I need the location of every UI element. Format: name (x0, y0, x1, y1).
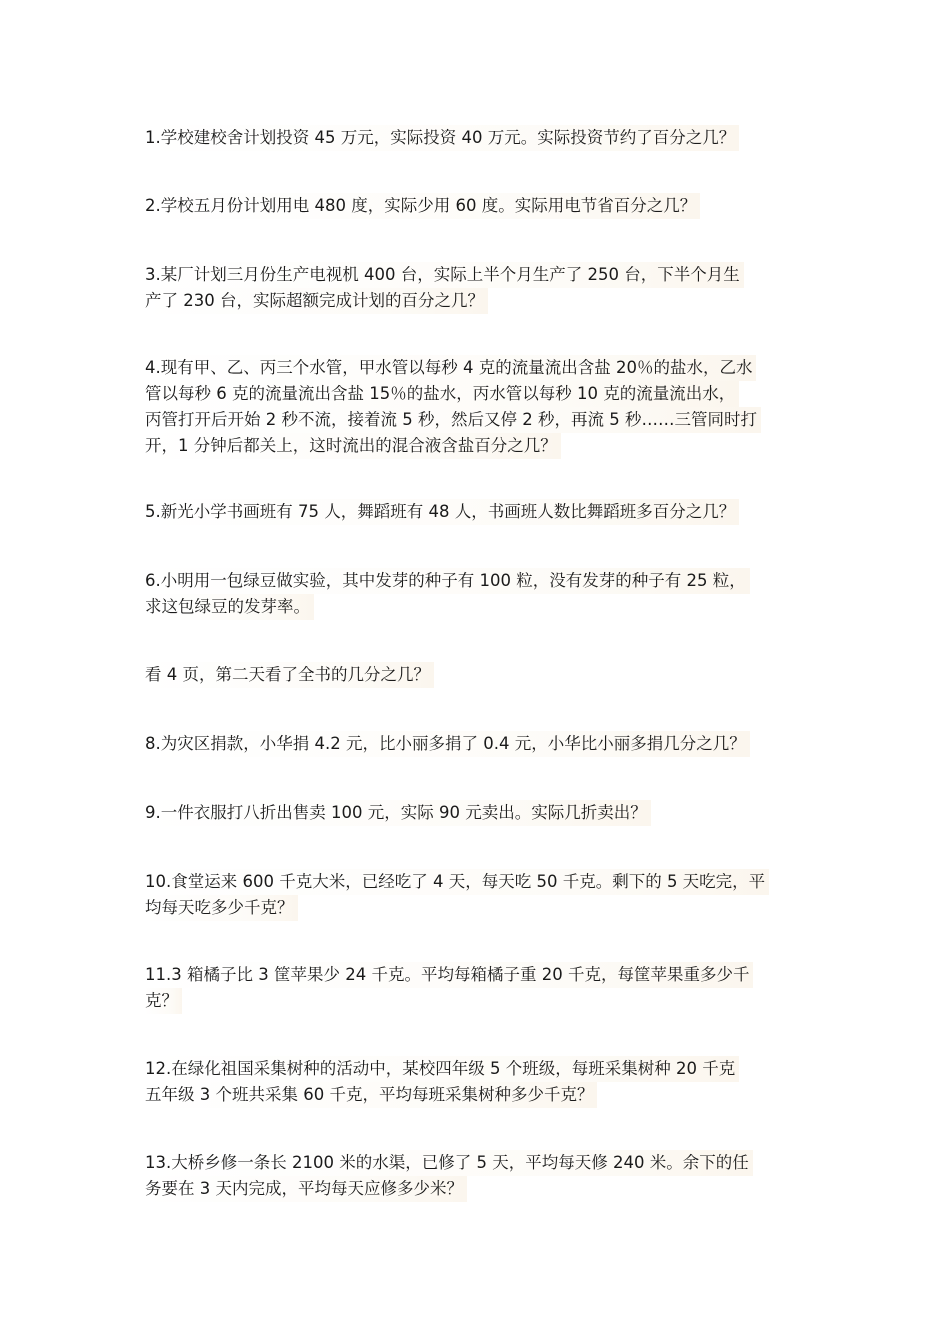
question-line: 13.大桥乡修一条长 2100 米的水渠，已修了 5 天，平均每天修 240 米。余下的任 (145, 1150, 753, 1176)
question-line: 11.3 箱橘子比 3 筐苹果少 24 千克。平均每箱橘子重 20 千克，每筐苹果重多少千 (145, 962, 753, 988)
question-line: 均每天吃多少千克？ (145, 895, 298, 921)
question-3 (145, 262, 813, 314)
question-line: 开，1 分钟后都关上，这时流出的混合液含盐百分之几？ (145, 433, 561, 459)
question-5 (145, 499, 813, 525)
question-line: 12.在绿化祖国采集树种的活动中，某校四年级 5 个班级，每班采集树种 20 千克 (145, 1056, 739, 1082)
question-line: 看 4 页，第二天看了全书的几分之几？ (145, 662, 434, 688)
question-10 (145, 869, 813, 921)
question-4 (145, 355, 813, 459)
question-line: 务要在 3 天内完成，平均每天应修多少米？ (145, 1176, 467, 1202)
question-line: 管以每秒 6 克的流量流出含盐 15％的盐水，丙水管以每秒 10 克的流量流出水， (145, 381, 739, 407)
question-line: 4.现有甲、乙、丙三个水管，甲水管以每秒 4 克的流量流出含盐 20％的盐水，乙水 (145, 355, 756, 381)
question-line: 五年级 3 个班共采集 60 千克，平均每班采集树种多少千克？ (145, 1082, 597, 1108)
question-line: 1.学校建校舍计划投资 45 万元，实际投资 40 万元。实际投资节约了百分之几？ (145, 125, 739, 151)
question-line: 克？ (145, 988, 182, 1014)
question-line: 9.一件衣服打八折出售卖 100 元，实际 90 元卖出。实际几折卖出？ (145, 800, 651, 826)
question-line: 6.小明用一包绿豆做实验，其中发芽的种子有 100 粒，没有发芽的种子有 25 粒， (145, 568, 750, 594)
question-7-fragment (145, 662, 813, 688)
question-1 (145, 125, 813, 151)
question-9 (145, 800, 813, 826)
question-12 (145, 1056, 813, 1108)
question-6 (145, 568, 813, 620)
question-11 (145, 962, 813, 1014)
question-line: 求这包绿豆的发芽率。 (145, 594, 314, 620)
question-line: 3.某厂计划三月份生产电视机 400 台，实际上半个月生产了 250 台，下半个月生 (145, 262, 744, 288)
question-2 (145, 193, 813, 219)
question-line: 产了 230 台，实际超额完成计划的百分之几？ (145, 288, 488, 314)
question-8 (145, 731, 813, 757)
question-line: 丙管打开后开始 2 秒不流，接着流 5 秒，然后又停 2 秒，再流 5 秒……三管同时打 (145, 407, 761, 433)
question-line: 2.学校五月份计划用电 480 度，实际少用 60 度。实际用电节省百分之几？ (145, 193, 700, 219)
question-13 (145, 1150, 813, 1202)
question-line: 10.食堂运来 600 千克大米，已经吃了 4 天，每天吃 50 千克。剩下的 5 天吃完，平 (145, 869, 769, 895)
question-line: 5.新光小学书画班有 75 人，舞蹈班有 48 人，书画班人数比舞蹈班多百分之几？ (145, 499, 739, 525)
question-line: 8.为灾区捐款，小华捐 4.2 元，比小丽多捐了 0.4 元，小华比小丽多捐几分之几？ (145, 731, 750, 757)
